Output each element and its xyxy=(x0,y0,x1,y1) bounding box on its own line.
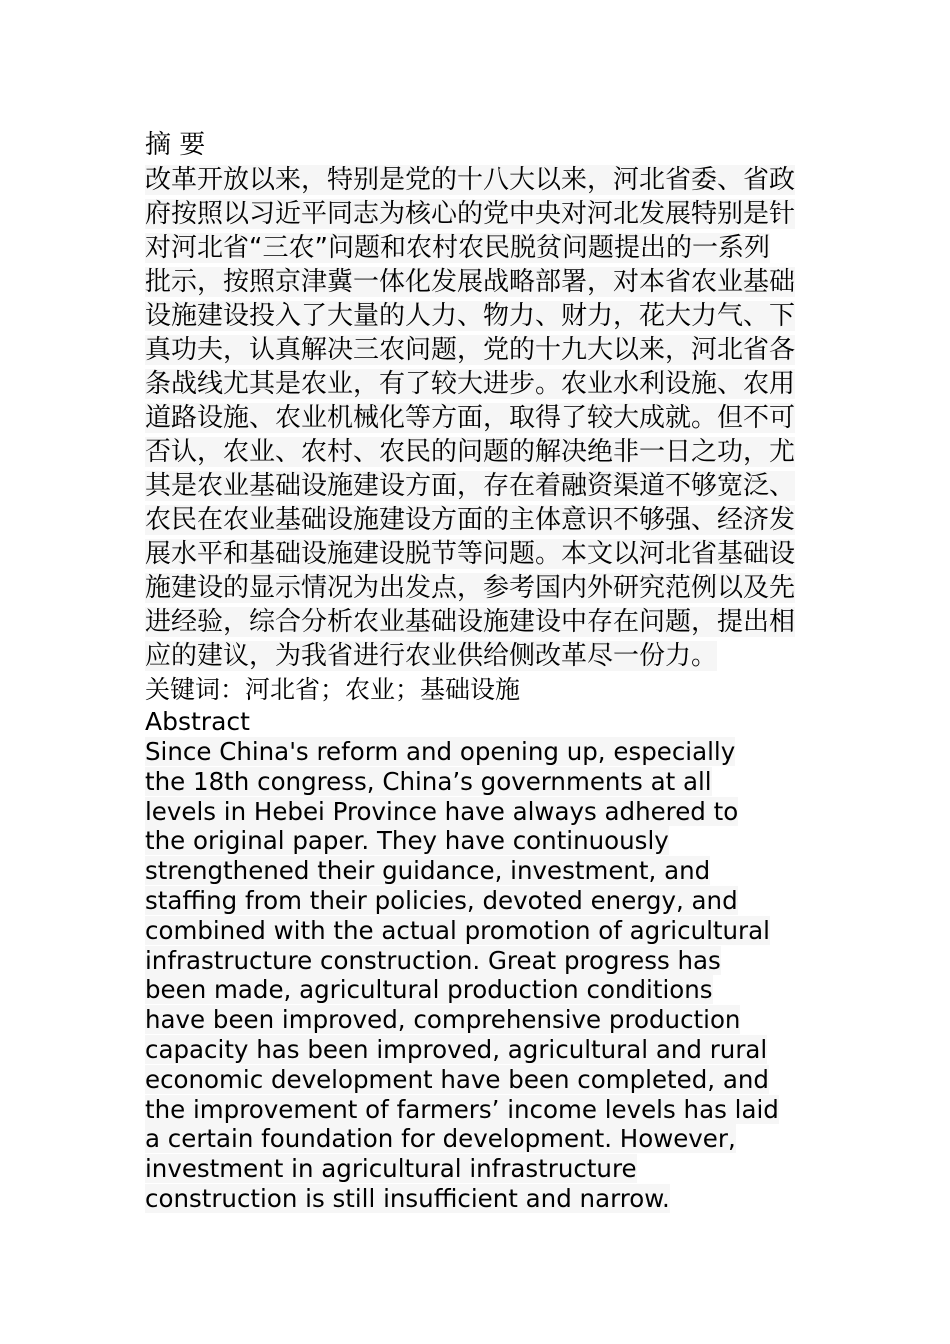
cn-abstract-line: 真功夫，认真解决三农问题，党的十九大以来，河北省各 xyxy=(145,335,796,365)
cn-abstract-line: 否认，农业、农村、农民的问题的解决绝非一日之功，尤 xyxy=(145,437,796,467)
cn-abstract-heading: 摘 要 xyxy=(145,130,206,160)
en-abstract-heading: Abstract xyxy=(145,707,250,736)
en-abstract-line: staffing from their policies, devoted energy, and xyxy=(145,885,738,915)
en-abstract-line: construction is still insufficient and narrow. xyxy=(145,1183,670,1213)
en-abstract-line: the original paper. They have continuously xyxy=(145,826,669,856)
document-page xyxy=(145,127,810,1214)
en-abstract-line: a certain foundation for development. However, xyxy=(145,1124,736,1154)
en-abstract-line: investment in agricultural infrastructure xyxy=(145,1154,637,1184)
cn-abstract-line: 改革开放以来，特别是党的十八大以来，河北省委、省政 xyxy=(145,165,796,195)
en-abstract-line: levels in Hebei Province have always adhered to xyxy=(145,796,739,826)
en-abstract-line: been made, agricultural production conditions xyxy=(145,975,713,1005)
en-abstract-line: combined with the actual promotion of agricultural xyxy=(145,915,770,945)
cn-abstract-line: 批示，按照京津冀一体化发展战略部署，对本省农业基础 xyxy=(145,267,796,297)
cn-abstract-line: 对河北省“三农”问题和农村农民脱贫问题提出的一系列 xyxy=(145,233,770,263)
en-abstract-body xyxy=(145,737,810,1214)
cn-abstract-line: 其是农业基础设施建设方面，存在着融资渠道不够宽泛、 xyxy=(145,471,796,501)
cn-abstract-line: 条战线尤其是农业，有了较大进步。农业水利设施、农用 xyxy=(145,369,796,399)
en-abstract-line: the 18th congress, China’s governments at all xyxy=(145,766,712,796)
cn-abstract-line: 施建设的显示情况为出发点，参考国内外研究范例以及先 xyxy=(145,573,796,603)
cn-abstract-line: 进经验，综合分析农业基础设施建设中存在问题，提出相 xyxy=(145,607,796,637)
cn-abstract-line: 展水平和基础设施建设脱节等问题。本文以河北省基础设 xyxy=(145,539,796,569)
cn-abstract-line: 设施建设投入了大量的人力、物力、财力，花大力气、下 xyxy=(145,301,796,331)
en-abstract-line: Since China's reform and opening up, especially xyxy=(145,737,736,766)
en-abstract-line: strengthened their guidance, investment, and xyxy=(145,856,711,886)
en-abstract-line: have been improved, comprehensive production xyxy=(145,1005,741,1035)
cn-abstract-line: 府按照以习近平同志为核心的党中央对河北发展特别是针 xyxy=(145,199,796,229)
en-abstract-line: economic development have been completed, and xyxy=(145,1064,769,1094)
en-abstract-line: capacity has been improved, agricultural and rural xyxy=(145,1034,768,1064)
en-abstract-line: infrastructure construction. Great progress has xyxy=(145,945,721,975)
cn-keywords: 关键词：河北省；农业；基础设施 xyxy=(145,675,521,704)
en-abstract-line: the improvement of farmers’ income levels has laid xyxy=(145,1094,779,1124)
cn-abstract-line: 农民在农业基础设施建设方面的主体意识不够强、经济发 xyxy=(145,505,796,535)
cn-abstract-line: 道路设施、农业机械化等方面，取得了较大成就。但不可 xyxy=(145,403,796,433)
cn-abstract-line: 应的建议，为我省进行农业供给侧改革尽一份力。 xyxy=(145,641,718,671)
cn-abstract-body xyxy=(145,163,810,673)
